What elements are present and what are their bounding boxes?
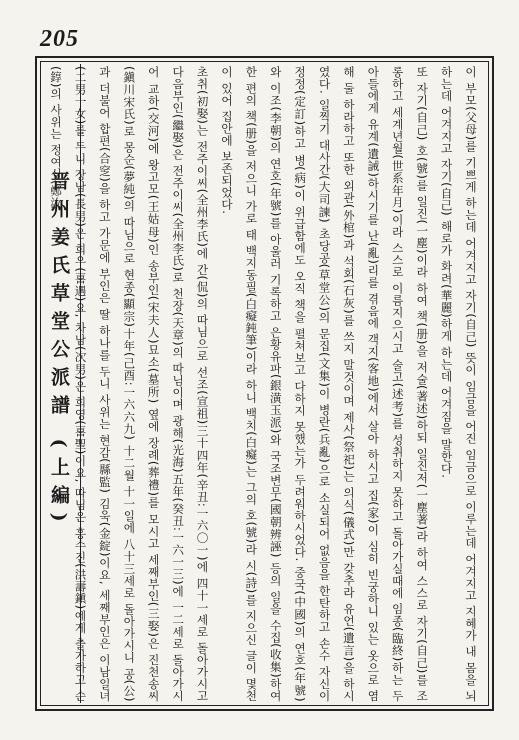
paragraph: 또 자기(自己) 호(號)를 일진(一塵)이라 하여 책(册)을 저술(著述)하되 일진저(一塵著)라 하여 스스로 자기(自己)를 조롱하고 세계년월(世系年月)이라 스스로 이름지으시고 술고(述考)를 성취하지 못하고 돌아가실때에 임종(臨終)하는 두 아들에게 유계(遺誡)하시기를 난(亂)리를 겪음에 객지(客地)에서 살아 하시고 집(家)이 심히 빈궁하니 있는 옷으로 염해 둘 하라하고 또한 외관(外棺)과 석회(石灰)를 쓰지 말것이며 제사(祭祀)는 의식(儀式)만 갖추라 유언(遺言)을 하시였다. 일찍기 대사간(大司諫) 초당공(草堂公)의 문집(文集)이 병란(兵亂)으로 소실되어 없음을 한탄하고 손수 자신이 정정(定訂)하고 병(病)이 위급함에도 오직 책을 펼쳐보고 다하지 못했는가 두려워하시었다. 중국(中國)의 연호(年號)와 이조(李朝)의 연호(年號)를 아울러 기록하고 은황유파(銀潢玉派)와 국조변무(國朝辨誣) 등의 일을 수집(收集)하여 한 편의 책(册)을 저으니 가로 태 백지동필(白癡鈍筆)이라 하니 백치(白癡)는 그의 호(號)라 시(詩)를 지으신 글이 몇천이 있어 집안에 보존되었다.: [219, 66, 430, 702]
page-number: 205: [40, 26, 79, 52]
book-title-margin: 晋州姜氏草堂公派譜 (上編): [48, 171, 70, 531]
paragraph: 이 부모(父母)를 기쁘게 하는데 어겨지고 자기(自己) 뜻이 임금을 어진 임금으로 이루는데 어겨지고 지혜가 내 몸을 뇌하는데 어겨지고 자기(自己) 해로가 화려(華麗)하게 하는데 어겨짐을 말한다.: [439, 66, 478, 702]
paragraph: 초취(初娶)는 전주이씨(全州李氏)에 간(侃)의 따님으로 선조(宣祖)三十四年(辛丑:一六〇一)에 四十一세로 돌아가시고 다음부인(繼娶)은 전주이씨(全州李氏)로 천장(天章)의 따님이며 광해(光海)五年(癸丑:一六一三)에 一二세로 돌아가시어 교하(交河)에 왕고모(王姑母)인 송부인(宋夫人)묘소(墓所) 옆에 장례(葬禮)를 모시고 세째부인(三娶)은 진천송씨(鎭川宋氏)로 몽순(夢純)의 따님으로 현종(顯宗)十年(己酉:一六六九) 十二월 十一일에 八十三세로 돌아가시니 공(公)과 더불어 합편(合窆)을 하고 가문에 부인은 딸 하나를 두니 사위는 현감(縣監) 김욱(金錠)이요, 세째부인은 이남일녀(二男一女)를 두니 장남(長男)은 희우(喜遇)요, 차남(次男)은 희영(喜聖)이요, 따님은 홍수진(洪壽鎭)에게 출가하고 순(錞)의 사위는 정여심(鄭汝: [49, 66, 210, 702]
